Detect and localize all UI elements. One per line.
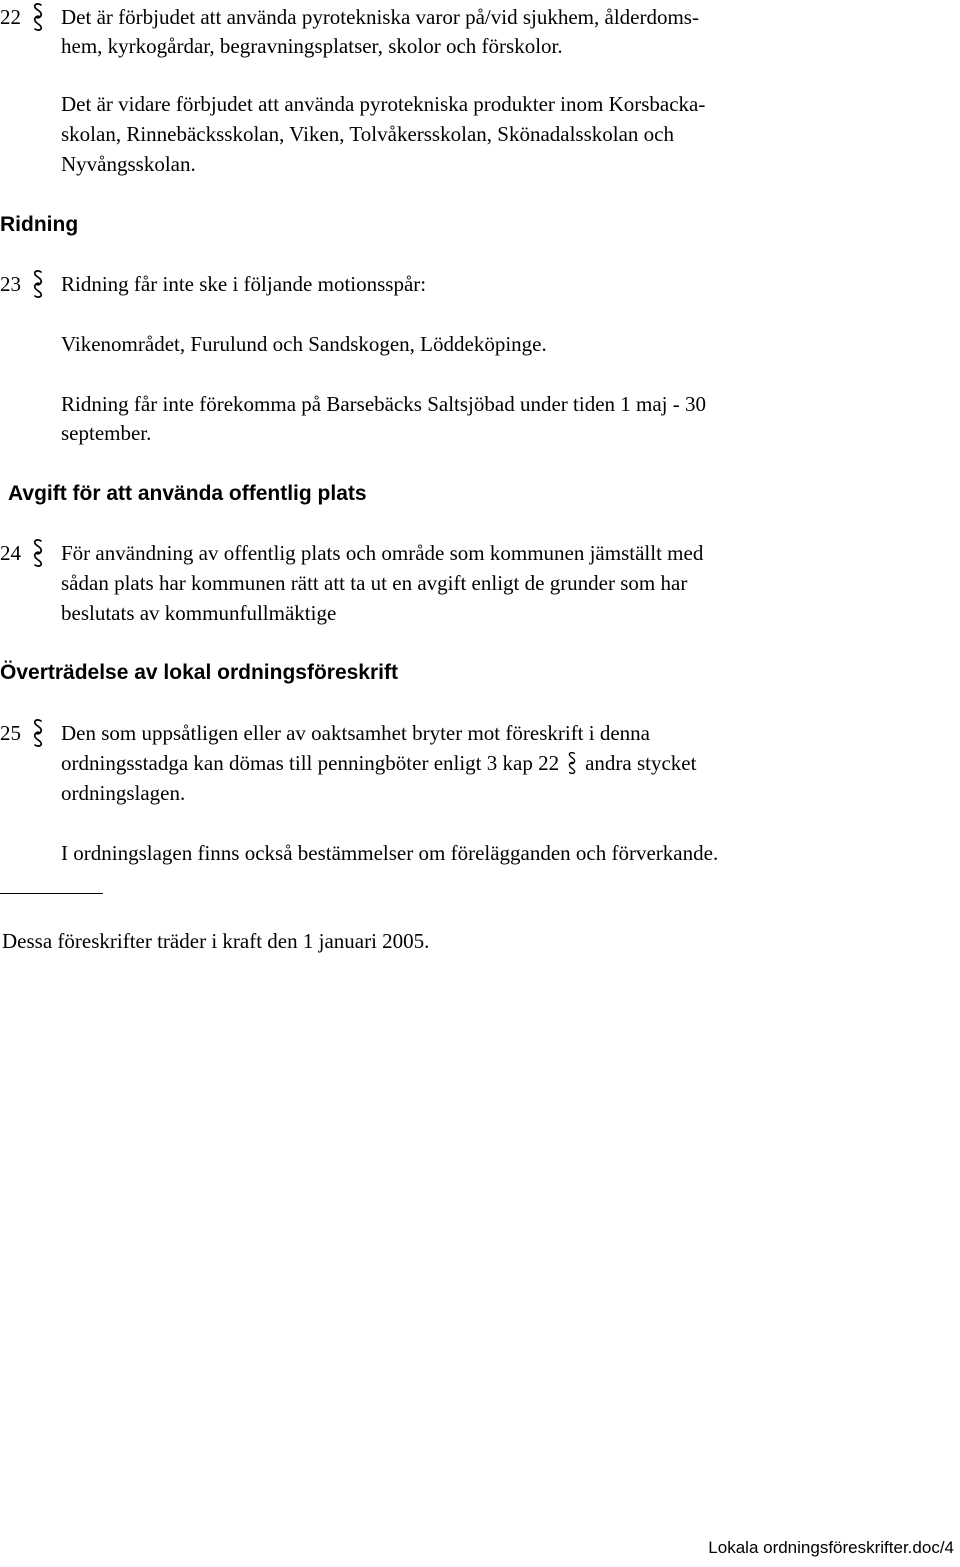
section-sign-icon [565,751,579,775]
section-23-line: september. [61,421,152,445]
section-24-line: beslutats av kommunfullmäktige [61,601,337,625]
section-23-line: Vikenområdet, Furulund och Sandskogen, Löddeköpinge. [61,332,547,356]
section-23-line: Ridning får inte ske i följande motionsspår: [61,272,427,296]
section-22-line: skolan, Rinnebäcksskolan, Viken, Tolvåkersskolan, Skönadalsskolan och [61,122,674,146]
section-heading: Ridning [0,213,79,236]
section-number: 22 [0,5,21,29]
section-24-line: sådan plats har kommunen rätt att ta ut en avgift enligt de grunder som har [61,571,688,595]
page-footer: Lokala ordningsföreskrifter.doc/4 [708,1538,954,1557]
section-sign-icon [31,538,45,568]
effective-date-text: Dessa föreskrifter träder i kraft den 1 januari 2005. [2,929,430,953]
section-sign-icon [31,2,45,32]
section-sign-icon [31,718,45,748]
section-23-line: Ridning får inte förekomma på Barsebäcks Saltsjöbad under tiden 1 maj - 30 [61,392,707,416]
section-24-line: För användning av offentlig plats och område som kommunen jämställt med [61,541,704,565]
section-22-line: Det är förbjudet att använda pyrotekniska varor på/vid sjukhem, ålderdoms- [61,5,699,29]
section-number: 24 [0,541,21,565]
section-25-line [61,748,696,778]
section-25-text: ordningsstadga kan dömas till penningböter enligt 3 kap 22 [61,751,560,775]
section-heading: Avgift för att använda offentlig plats [8,482,367,505]
divider [0,893,103,894]
section-25-line: Den som uppsåtligen eller av oaktsamhet bryter mot föreskrift i denna [61,721,650,745]
section-25-text: andra stycket [585,751,697,775]
section-number: 23 [0,272,21,296]
section-number: 25 [0,721,21,745]
section-25-line: I ordningslagen finns också bestämmelser om förelägganden och förverkande. [61,841,719,865]
section-22-line: hem, kyrkogårdar, begravningsplatser, skolor och förskolor. [61,34,563,58]
section-sign-icon [31,269,45,299]
section-22-line: Nyvångsskolan. [61,152,196,176]
section-heading: Överträdelse av lokal ordningsföreskrift [0,661,398,684]
section-25-line: ordningslagen. [61,781,186,805]
section-22-line: Det är vidare förbjudet att använda pyrotekniska produkter inom Korsbacka- [61,92,706,116]
